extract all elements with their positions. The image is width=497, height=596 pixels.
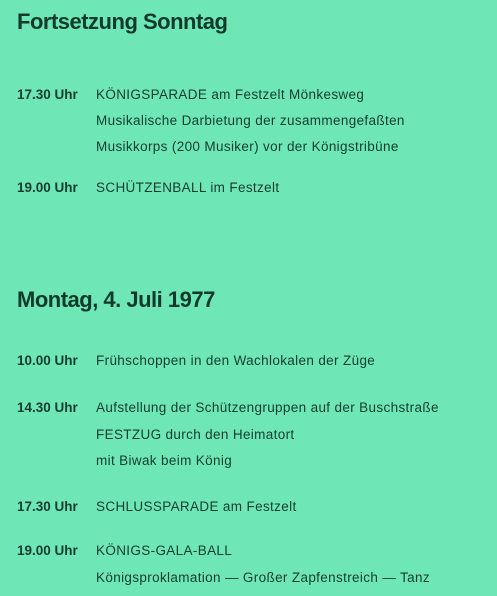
entry-line: FESTZUG durch den Heimatort bbox=[96, 427, 295, 442]
entry-time: 17.30 Uhr bbox=[17, 87, 78, 102]
entry-line: SCHLUSSPARADE am Festzelt bbox=[96, 499, 297, 514]
entry-time: 17.30 Uhr bbox=[17, 499, 78, 514]
section-heading-sunday: Fortsetzung Sonntag bbox=[17, 9, 228, 34]
entry-time: 19.00 Uhr bbox=[17, 180, 78, 195]
entry-time: 19.00 Uhr bbox=[17, 543, 78, 558]
entry-line: SCHÜTZENBALL im Festzelt bbox=[96, 180, 280, 195]
entry-line: Musikalische Darbietung der zusammengefaßten bbox=[96, 113, 405, 128]
section-heading-monday: Montag, 4. Juli 1977 bbox=[17, 287, 215, 312]
entry-line: KÖNIGSPARADE am Festzelt Mönkesweg bbox=[96, 87, 365, 102]
entry-time: 14.30 Uhr bbox=[17, 400, 78, 415]
entry-time: 10.00 Uhr bbox=[17, 353, 78, 368]
entry-line: Königsproklamation — Großer Zapfenstreich — Tanz bbox=[96, 570, 430, 585]
entry-line: KÖNIGS-GALA-BALL bbox=[96, 543, 233, 558]
entry-line: mit Biwak beim König bbox=[96, 453, 233, 468]
entry-line: Aufstellung der Schützengruppen auf der Buschstraße bbox=[96, 400, 439, 415]
entry-line: Musikkorps (200 Musiker) vor der Königstribüne bbox=[96, 139, 399, 154]
entry-line: Frühschoppen in den Wachlokalen der Züge bbox=[96, 353, 376, 368]
